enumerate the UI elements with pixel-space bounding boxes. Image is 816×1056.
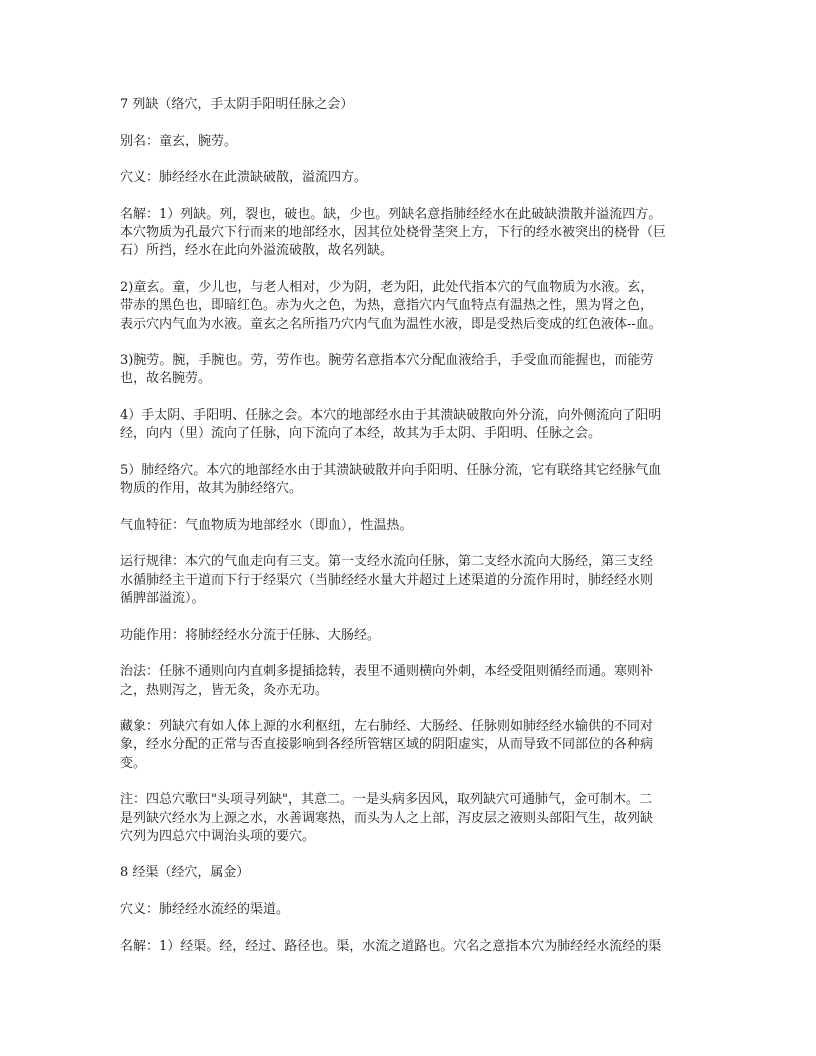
paragraph-name-1: [120, 206, 720, 261]
paragraph-qixue: [120, 517, 720, 535]
paragraph-name-3: [120, 352, 720, 389]
text-line: 水循肺经主干道而下行于经渠穴（当肺经经水量大并超过上述渠道的分流作用时，肺经经水则: [120, 572, 654, 588]
text-line: 物质的作用，故其为肺经络穴。: [120, 481, 303, 497]
text-line: 象，经水分配的正常与否直接影响到各经所管辖区域的阴阳虚实，从而导致不同部位的各种病: [120, 737, 654, 753]
text-line: 经，向内（里）流向了任脉，向下流向了本经，故其为手太阴、手阳明、任脉之会。: [120, 426, 602, 442]
paragraph-meaning-8: [120, 901, 720, 919]
text-line: 变。: [120, 755, 147, 771]
paragraph-heading-8: [120, 864, 720, 882]
text-line: 名解：1）列缺。列，裂也，破也。缺，少也。列缺名意指肺经经水在此破缺溃散并溢流四方。: [120, 206, 662, 222]
paragraph-function: [120, 627, 720, 645]
paragraph-name-8-1: [120, 938, 720, 956]
paragraph-alias: [120, 133, 720, 151]
text-line: 3)腕劳。腕，手腕也。劳，劳作也。腕劳名意指本穴分配血液给手，手受血而能握也，而能劳: [120, 353, 654, 369]
document-page: [120, 96, 720, 974]
text-line: 石）所挡，经水在此向外溢流破散，故名列缺。: [120, 243, 394, 259]
paragraph-meaning: [120, 169, 720, 187]
paragraph-name-5: [120, 462, 720, 499]
text-line: 也，故名腕劳。: [120, 371, 212, 387]
text-line: 运行规律：本穴的气血走向有三支。第一支经水流向任脉，第二支经水流向大肠经，第三支经: [120, 554, 654, 570]
text-line: 别名：童玄，腕劳。: [120, 133, 238, 149]
text-line: 5）肺经络穴。本穴的地部经水由于其溃缺破散并向手阳明、任脉分流，它有联络其它经脉气血: [120, 462, 662, 478]
text-line: 穴列为四总穴中调治头项的要穴。: [120, 828, 316, 844]
text-line: 名解：1）经渠。经，经过、路径也。渠，水流之道路也。穴名之意指本穴为肺经经水流经的渠: [120, 938, 662, 954]
paragraph-note: [120, 791, 720, 846]
paragraph-name-2: [120, 279, 720, 334]
paragraph-treatment: [120, 663, 720, 700]
text-line: 本穴物质为孔最穴下行而来的地部经水，因其位处桡骨茎突上方，下行的经水被突出的桡骨（巨: [120, 225, 667, 241]
paragraph-flow: [120, 553, 720, 608]
text-line: 是列缺穴经水为上源之水，水善调寒热，而头为人之上部，泻皮层之液则头部阳气生，故列缺: [120, 810, 654, 826]
text-line: 4）手太阴、手阳明、任脉之会。本穴的地部经水由于其溃缺破散向外分流，向外侧流向了阳明: [120, 408, 662, 424]
text-line: 循脾部溢流）。: [120, 591, 205, 607]
text-line: 2)童玄。童，少儿也，与老人相对，少为阴，老为阳，此处代指本穴的气血物质为水液。玄，: [120, 279, 654, 295]
text-line: 带赤的黑色也，即暗红色。赤为火之色，为热，意指穴内气血特点有温热之性，黑为肾之色，: [120, 298, 654, 314]
text-line: 功能作用：将肺经经水分流于任脉、大肠经。: [120, 627, 381, 643]
text-line: 治法：任脉不通则向内直刺多提插捻转，表里不通则横向外刺，本经受阻则循经而通。寒则补: [120, 664, 654, 680]
paragraph-heading-7: [120, 96, 720, 114]
text-line: 气血特征：气血物质为地部经水（即血），性温热。: [120, 517, 413, 533]
paragraph-zangxiang: [120, 718, 720, 773]
text-line: 8 经渠（经穴，属金）: [120, 865, 250, 881]
text-line: 注：四总穴歌曰"头项寻列缺"，其意二。一是头病多因风，取列缺穴可通肺气，金可制木。二: [120, 792, 652, 808]
text-line: 表示穴内气血为水液。童玄之名所指乃穴内气血为温性水液，即是受热后变成的红色液体--血。: [120, 316, 662, 332]
text-line: 7 列缺（络穴，手太阴手阳明任脉之会）: [120, 97, 354, 112]
text-line: 穴义：肺经经水在此溃缺破散，溢流四方。: [120, 170, 368, 186]
text-line: 之，热则泻之，皆无灸，灸亦无功。: [120, 682, 329, 698]
text-line: 藏象：列缺穴有如人体上源的水利枢纽，左右肺经、大肠经、任脉则如肺经经水输供的不同对: [120, 719, 654, 735]
paragraph-name-4: [120, 407, 720, 444]
text-line: 穴义：肺经经水流经的渠道。: [120, 902, 290, 918]
